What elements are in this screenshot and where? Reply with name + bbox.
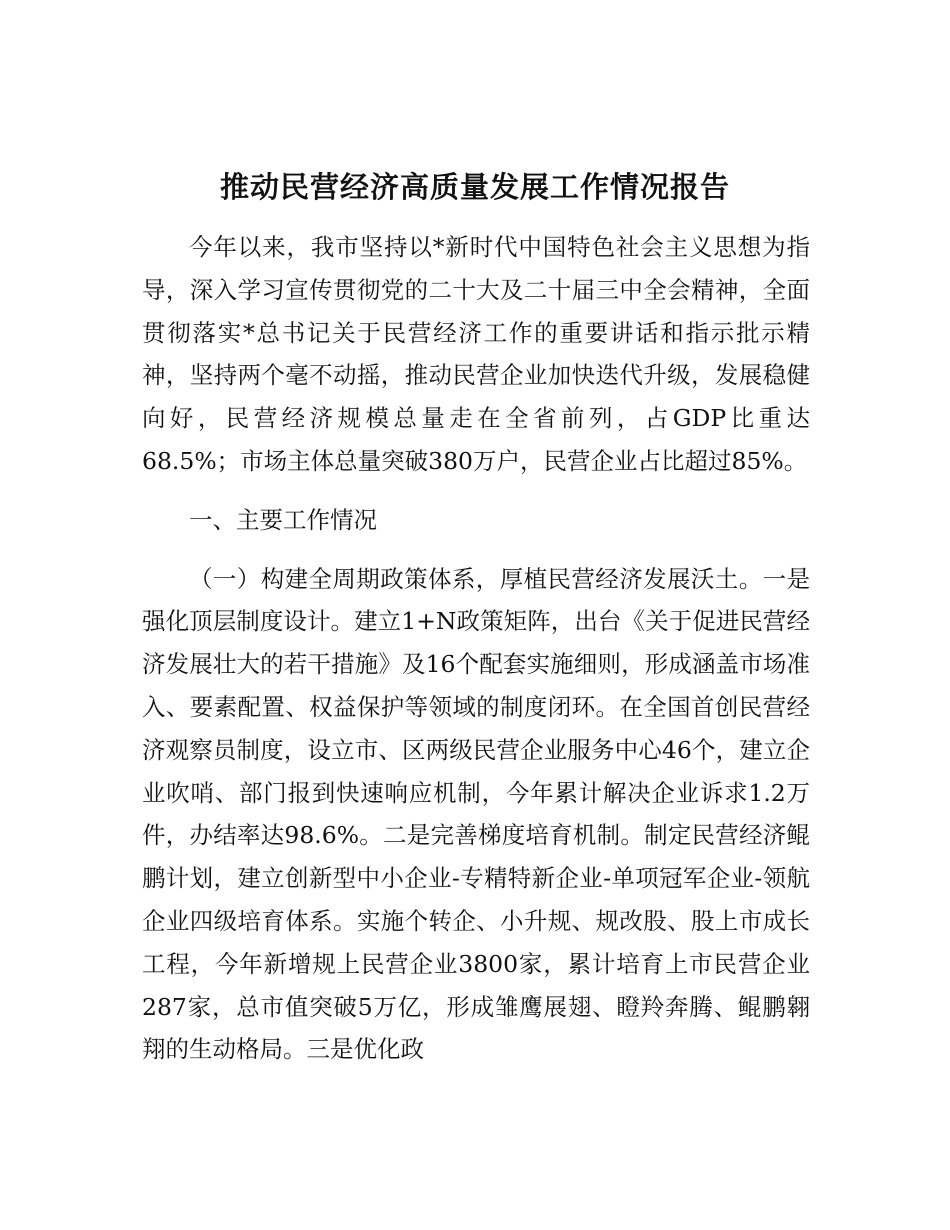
document-body <box>142 226 810 1071</box>
section-paragraph: （一）构建全周期政策体系，厚植民营经济发展沃土。一是强化顶层制度设计。建立1+N政策矩阵，出台《关于促进民营经济发展壮大的若干措施》及16个配套实施细则，形成涵盖市场准入、要素配置、权益保护等领域的制度闭环。在全国首创民营经济观察员制度，设立市、区两级民营企业服务中心46个，建立企业吹哨、部门报到快速响应机制，今年累计解决企业诉求1.2万件，办结率达98.6%。二是完善梯度培育机制。制定民营经济鲲鹏计划，建立创新型中小企业-专精特新企业-单项冠军企业-领航企业四级培育体系。实施个转企、小升规、规改股、股上市成长工程，今年新增规上民营企业3800家，累计培育上市民营企业287家，总市值突破5万亿，形成雏鹰展翅、瞪羚奔腾、鲲鹏翱翔的生动格局。三是优化政 <box>142 564 810 1064</box>
intro-paragraph: 今年以来，我市坚持以*新时代中国特色社会主义思想为指导，深入学习宣传贯彻党的二十大及二十届三中全会精神，全面贯彻落实*总书记关于民营经济工作的重要讲话和指示批示精神，坚持两个毫不动摇，推动民营企业加快迭代升级，发展稳健向好，民营经济规模总量走在全省前列，占GDP比重达68.5%；市场主体总量突破380万户，民营企业占比超过85%。 <box>142 233 810 475</box>
document-title: 推动民营经济高质量发展工作情况报告 <box>219 170 730 204</box>
section-heading: 一、主要工作情况 <box>189 505 377 534</box>
